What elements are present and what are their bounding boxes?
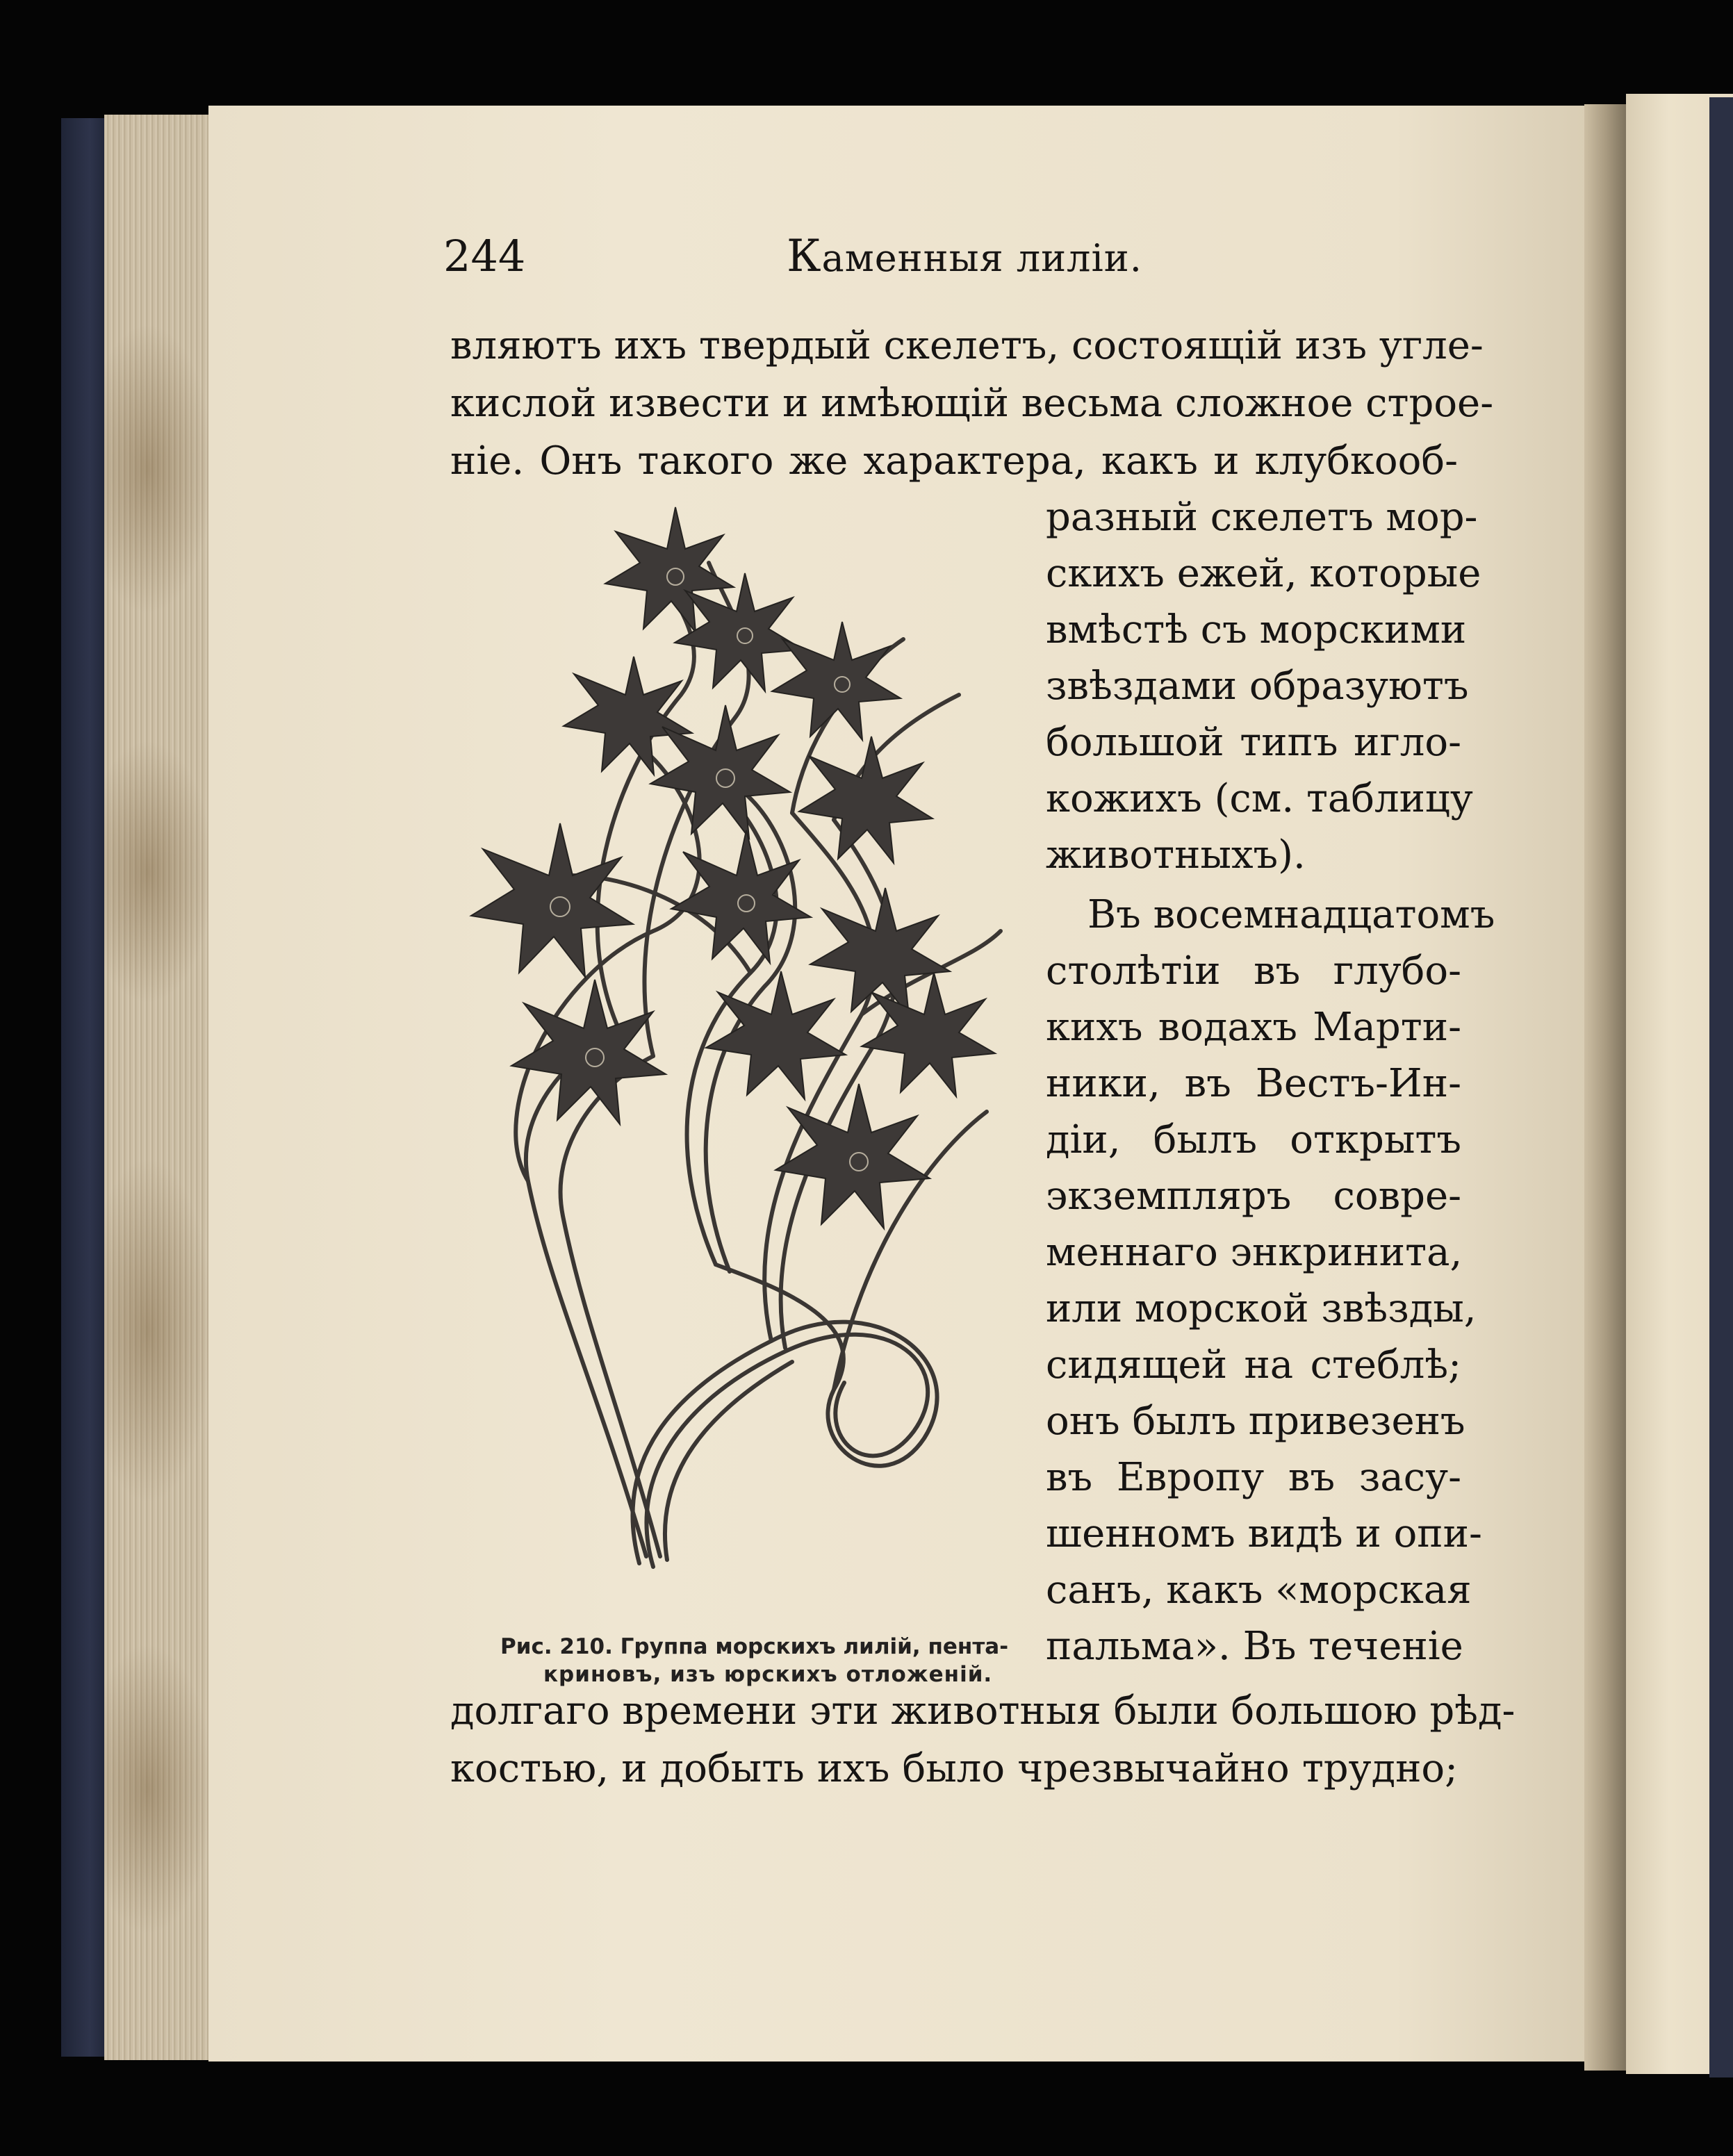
column-line: онъ былъ привезенъ <box>1046 1399 1465 1444</box>
column-line: въ Европу въ засу- <box>1046 1455 1461 1500</box>
column-line: кожихъ (см. таблицу <box>1046 776 1473 821</box>
running-head <box>787 231 1142 282</box>
book-cover-right <box>1709 97 1733 2077</box>
figure-caption <box>500 1633 1028 1688</box>
body-line: кислой извести и имѣющiй весьма сложное строе- <box>450 381 1494 426</box>
column-line: Въ восемнадцатомъ <box>1087 892 1495 937</box>
page-number: 244 <box>443 231 526 281</box>
column-line: звѣздами образуютъ <box>1046 664 1469 709</box>
column-line: санъ, какъ «морская <box>1046 1567 1472 1613</box>
column-line: дiи, былъ открытъ <box>1046 1117 1461 1162</box>
figure-caption-line: Рис. 210. Группа морскихъ лилiй, пента- <box>500 1634 1009 1659</box>
page-edges <box>104 115 214 2060</box>
column-line: большой типъ игло- <box>1046 720 1461 765</box>
column-line: разный скелетъ мор- <box>1046 495 1478 540</box>
body-line: долгаго времени эти животныя были большою рѣд- <box>450 1688 1516 1734</box>
crinoid-illustration <box>445 486 1028 1640</box>
running-head-rest: аменныя лилiи. <box>821 236 1142 280</box>
column-line: экземпляръ совре- <box>1046 1174 1461 1219</box>
column-line: скихъ ежей, которые <box>1046 551 1481 596</box>
column-line: меннаго энкринита, <box>1046 1230 1463 1275</box>
column-line: кихъ водахъ Марти- <box>1046 1005 1461 1050</box>
column-line: шенномъ видѣ и опи- <box>1046 1511 1482 1556</box>
column-line: сидящей на стеблѣ; <box>1046 1342 1461 1388</box>
column-line: столѣтiи въ глубо- <box>1046 948 1461 994</box>
column-line: вмѣстѣ съ морскими <box>1046 607 1467 652</box>
body-line: вляютъ ихъ твердый скелетъ, состоящiй изъ угле- <box>450 323 1484 368</box>
column-line: животныхъ). <box>1046 832 1306 878</box>
running-head-initial: К <box>787 231 822 282</box>
figure-caption-line: криновъ, изъ юрскихъ отложенiй. <box>543 1662 993 1687</box>
body-line: костью, и добыть ихъ было чрезвычайно трудно; <box>450 1746 1458 1791</box>
column-line: или морской звѣзды, <box>1046 1286 1477 1331</box>
column-line: ники, въ Вестъ-Ин- <box>1046 1061 1461 1106</box>
column-line: пальма». Въ теченiе <box>1046 1624 1463 1669</box>
body-line: нiе. Онъ такого же характера, какъ и клубкооб- <box>450 438 1458 484</box>
